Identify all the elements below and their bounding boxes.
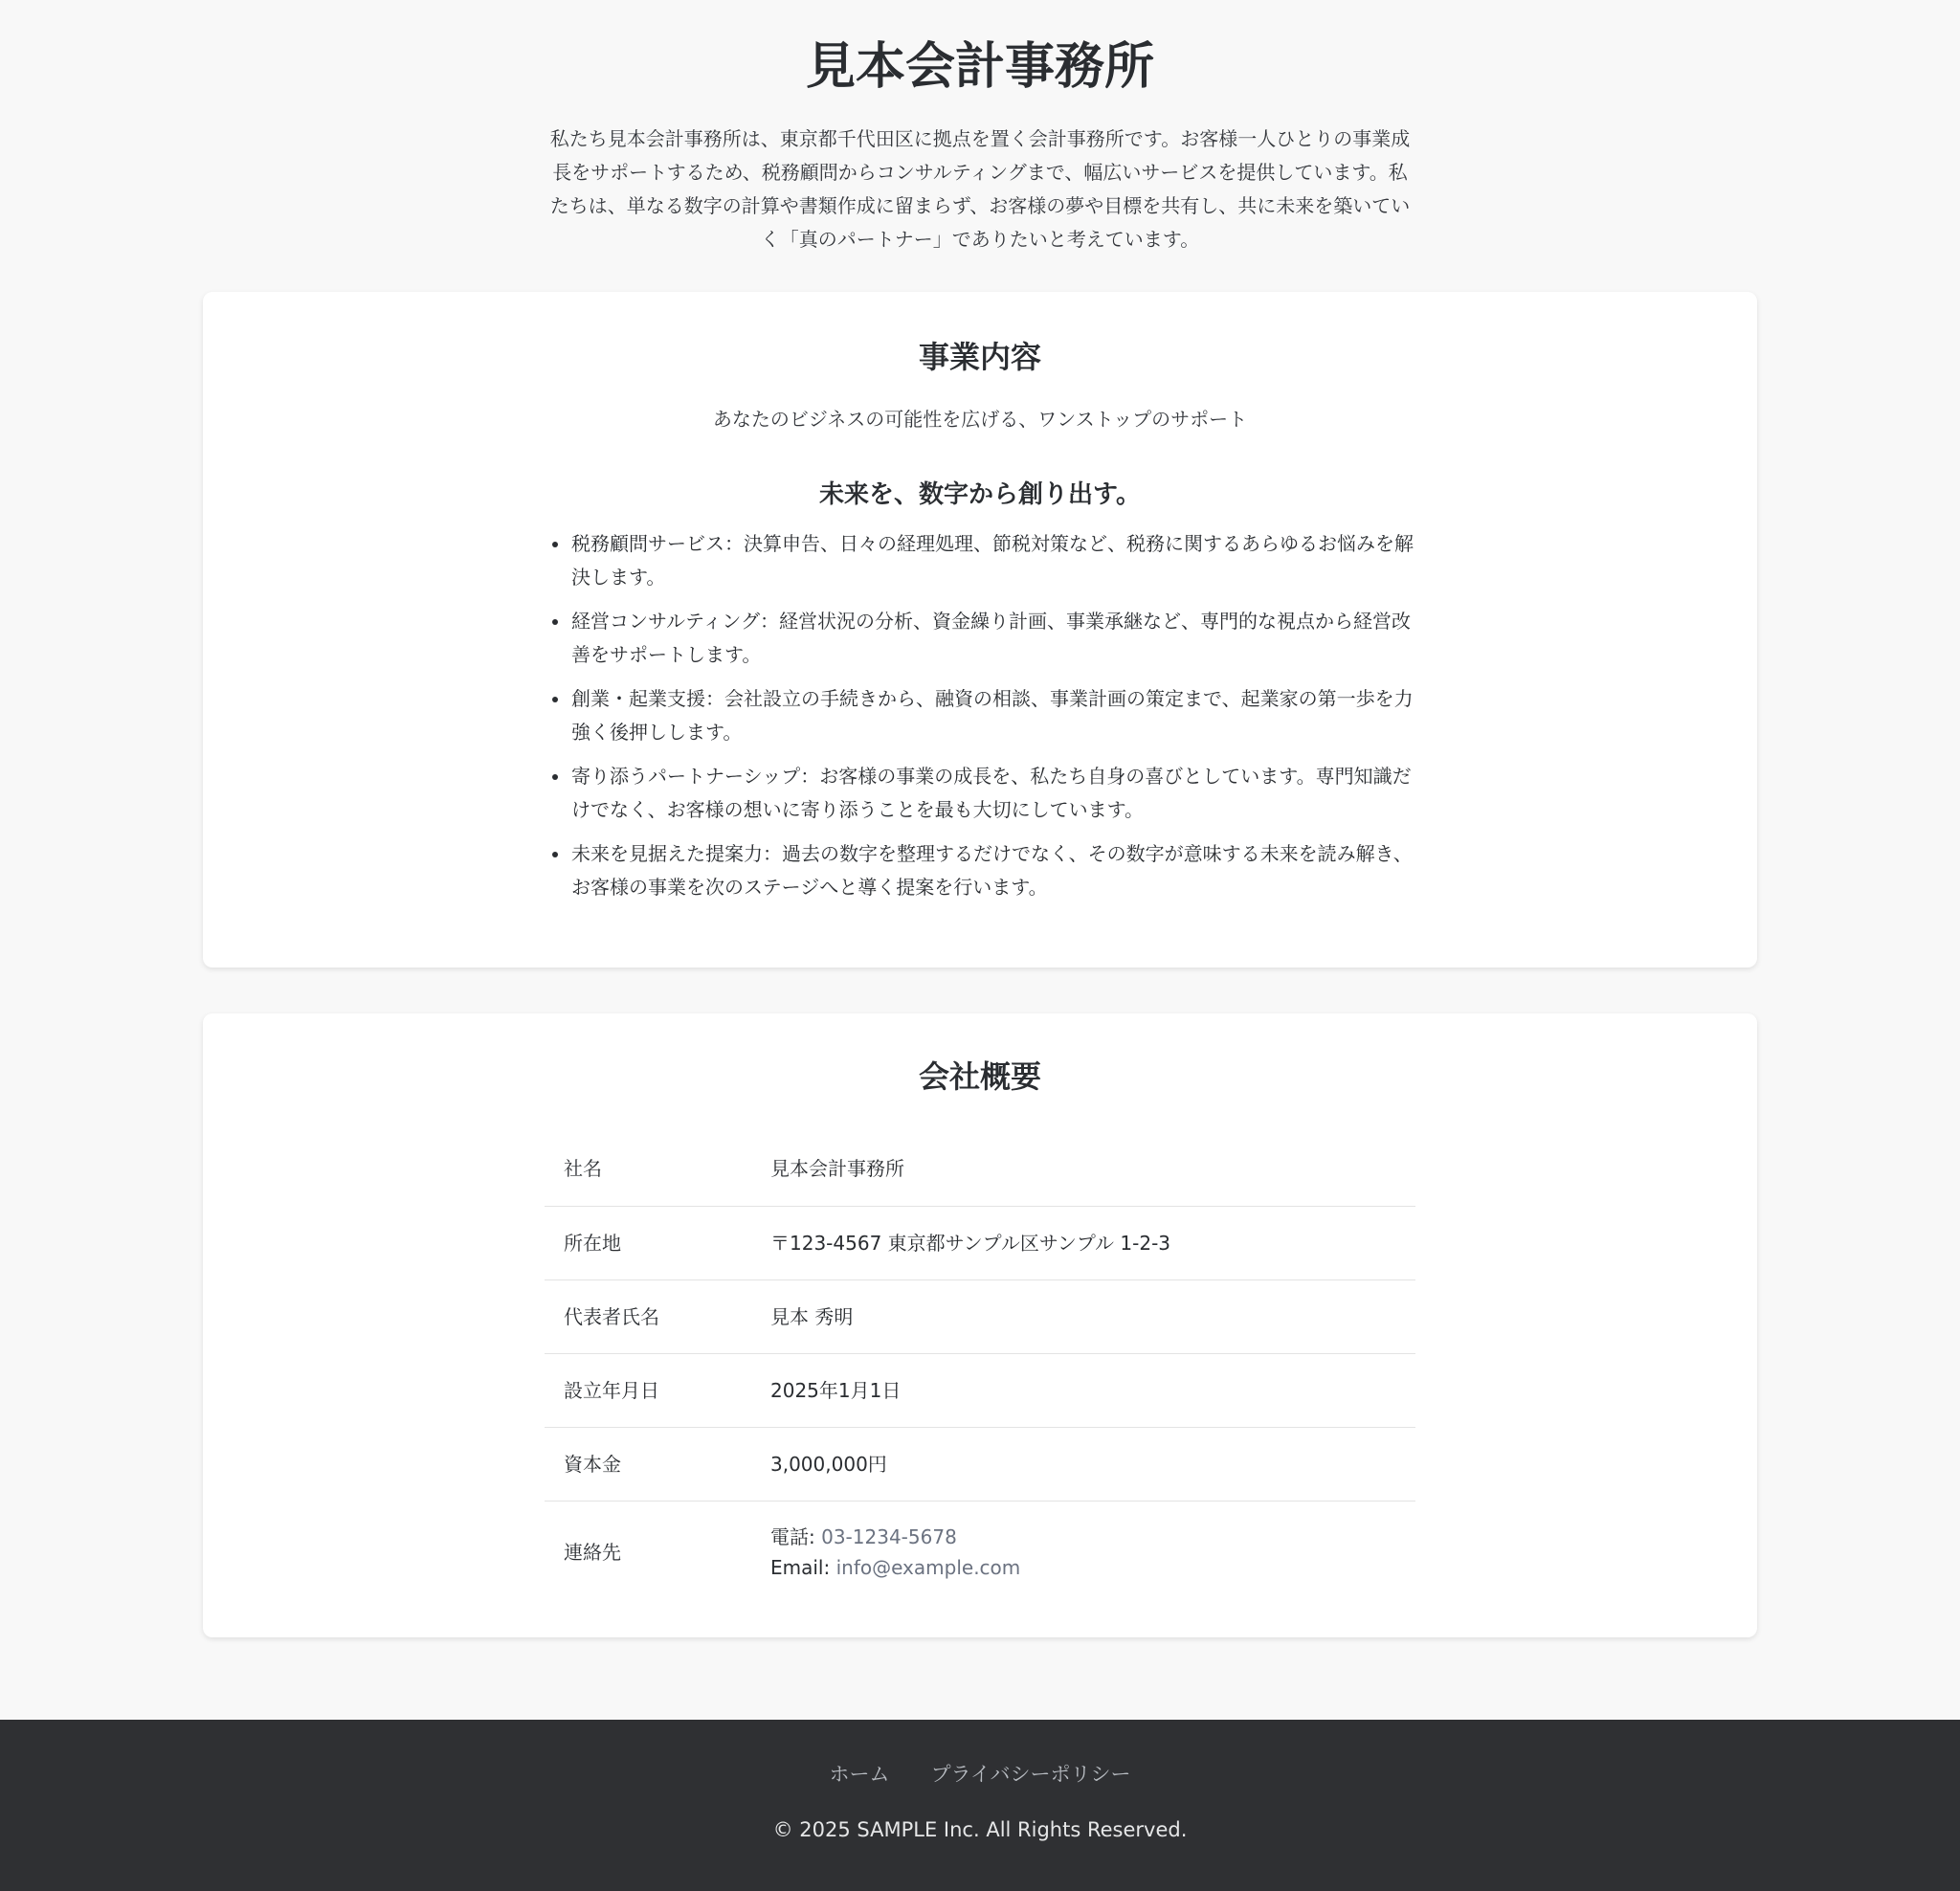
table-row xyxy=(545,1501,1415,1604)
bullet-icon xyxy=(552,542,558,547)
footer-nav xyxy=(0,1720,1960,1791)
hero-section xyxy=(0,0,1960,256)
row-value: 見本 秀明 xyxy=(770,1304,854,1328)
phone-link[interactable]: 03-1234-5678 xyxy=(821,1525,957,1549)
table-row xyxy=(545,1353,1415,1427)
list-item: 経営コンサルティング：経営状況の分析、資金繰り計画、事業承継など、専門的な視点から経営改善をサポートします。 xyxy=(545,605,1415,672)
email-line: Email: info@example.com xyxy=(770,1556,1021,1580)
row-label: 所在地 xyxy=(564,1231,621,1255)
bullet-icon xyxy=(552,852,558,857)
bullet-icon xyxy=(552,697,558,702)
email-link[interactable]: info@example.com xyxy=(835,1556,1021,1580)
row-label: 社名 xyxy=(564,1157,602,1181)
row-label: 代表者氏名 xyxy=(564,1304,659,1328)
copyright: © 2025 SAMPLE Inc. All Rights Reserved. xyxy=(772,1818,1188,1841)
bullet-icon xyxy=(552,619,558,625)
row-value: 2025年1月1日 xyxy=(770,1378,902,1402)
row-label: 設立年月日 xyxy=(564,1378,659,1402)
table-row xyxy=(545,1427,1415,1501)
site-footer xyxy=(0,1720,1960,1891)
services-card xyxy=(203,292,1757,968)
table-row xyxy=(545,1206,1415,1279)
phone-line: 電話: 03-1234-5678 xyxy=(770,1525,957,1549)
company-heading: 会社概要 xyxy=(918,1058,1041,1095)
list-item: 寄り添うパートナーシップ：お客様の事業の成長を、私たち自身の喜びとしています。専門知識だけでなく、お客様の想いに寄り添うことを最も大切にしています。 xyxy=(545,760,1415,827)
list-item: 未来を見据えた提案力：過去の数字を整理するだけでなく、その数字が意味する未来を読み解き、お客様の事業を次のステージへと導く提案を行います。 xyxy=(545,837,1415,904)
contact-value xyxy=(751,1501,1415,1604)
row-value: 〒123-4567 東京都サンプル区サンプル 1-2-3 xyxy=(770,1231,1171,1255)
page-title: 見本会計事務所 xyxy=(805,38,1154,96)
services-lead: あなたのビジネスの可能性を広げる、ワンストップのサポート xyxy=(712,408,1248,431)
company-card xyxy=(203,1013,1757,1637)
list-item: 創業・起業支援：会社設立の手続きから、融資の相談、事業計画の策定まで、起業家の第一歩を力強く後押しします。 xyxy=(545,682,1415,749)
intro-text: 私たち見本会計事務所は、東京都千代田区に拠点を置く会計事務所です。お客様一人ひとりの事業成長をサポートするため、税務顧問からコンサルティングまで、幅広いサービスを提供しています。私たちは、単なる数字の計算や書類作成に留まらず、お客様の夢や目標を共有し、共に未来を築いていく「真のパートナー」でありたいと考えています。 xyxy=(549,127,1411,251)
table-row xyxy=(545,1279,1415,1353)
footer-link-privacy[interactable]: プライバシーポリシー xyxy=(930,1763,1131,1786)
services-subheading: 未来を、数字から創り出す。 xyxy=(819,480,1141,509)
row-value: 3,000,000円 xyxy=(770,1452,887,1476)
list-item: 税務顧問サービス：決算申告、日々の経理処理、節税対策など、税務に関するあらゆるお悩みを解決します。 xyxy=(545,527,1415,594)
footer-link-home[interactable]: ホーム xyxy=(829,1763,890,1786)
services-list xyxy=(545,527,1415,904)
row-value: 見本会計事務所 xyxy=(770,1157,904,1181)
row-label: 連絡先 xyxy=(564,1541,621,1565)
company-table xyxy=(545,1132,1415,1604)
table-row xyxy=(545,1132,1415,1206)
bullet-icon xyxy=(552,774,558,780)
services-heading: 事業内容 xyxy=(918,339,1041,375)
row-label: 資本金 xyxy=(564,1452,621,1476)
